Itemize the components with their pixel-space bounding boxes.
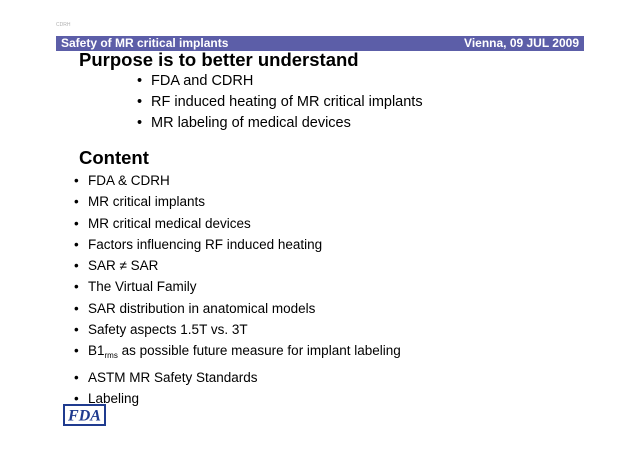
header-left-title: Safety of MR critical implants <box>61 36 229 50</box>
content-item-text: SAR ≠ SAR <box>88 258 159 274</box>
content-item <box>74 367 401 388</box>
content-list <box>74 170 401 409</box>
purpose-list <box>137 71 423 134</box>
bullet-icon: • <box>74 390 79 406</box>
content-item-b1rms <box>74 340 401 366</box>
header-right-title: Vienna, 09 JUL 2009 <box>464 36 579 50</box>
purpose-item <box>137 113 423 134</box>
content-item <box>74 170 401 191</box>
content-item <box>74 191 401 212</box>
bullet-icon: • <box>74 173 79 188</box>
purpose-title: Purpose is to better understand <box>79 49 359 70</box>
content-item <box>74 388 401 409</box>
content-item-text: MR critical implants <box>88 194 206 210</box>
bullet-icon: • <box>74 279 79 295</box>
bullet-icon: • <box>137 94 143 110</box>
b1-subscript: rms <box>104 351 118 361</box>
bullet-icon: • <box>74 194 79 210</box>
content-item-text: Factors influencing RF induced heating <box>88 236 323 252</box>
purpose-item-text: MR labeling of medical devices <box>151 115 351 131</box>
content-item-text: The Virtual Family <box>88 279 197 295</box>
purpose-item-text: FDA and CDRH <box>151 73 254 89</box>
bullet-icon: • <box>74 258 79 274</box>
content-item <box>74 319 401 340</box>
bullet-icon: • <box>74 215 79 231</box>
content-item-text: ASTM MR Safety Standards <box>88 369 258 385</box>
content-item <box>74 234 401 255</box>
fda-logo-icon <box>63 404 106 426</box>
content-item <box>74 213 401 234</box>
purpose-item <box>137 71 423 92</box>
content-item-text: SAR distribution in anatomical models <box>88 300 316 316</box>
content-item-text: FDA & CDRH <box>88 173 170 188</box>
content-item-text: Labeling <box>88 390 140 406</box>
bullet-icon: • <box>74 300 79 316</box>
bullet-icon: • <box>74 236 79 252</box>
content-item <box>74 255 401 276</box>
content-item-text: Safety aspects 1.5T vs. 3T <box>88 322 248 338</box>
b1-prefix: B1 <box>88 343 105 359</box>
fda-logo-text: FDA <box>68 407 101 425</box>
bullet-icon: • <box>74 369 79 385</box>
content-title: Content <box>79 147 149 168</box>
bullet-icon: • <box>137 73 143 89</box>
bullet-icon: • <box>74 343 79 359</box>
bullet-icon: • <box>137 115 143 131</box>
slide-tag: CDRH <box>56 22 71 28</box>
b1-suffix: as possible future measure for implant labeling <box>117 343 401 359</box>
content-item-text: MR critical medical devices <box>88 215 251 231</box>
content-item <box>74 298 401 319</box>
bullet-icon: • <box>74 322 79 338</box>
content-item <box>74 276 401 297</box>
purpose-item <box>137 92 423 113</box>
purpose-item-text: RF induced heating of MR critical implants <box>151 94 423 110</box>
